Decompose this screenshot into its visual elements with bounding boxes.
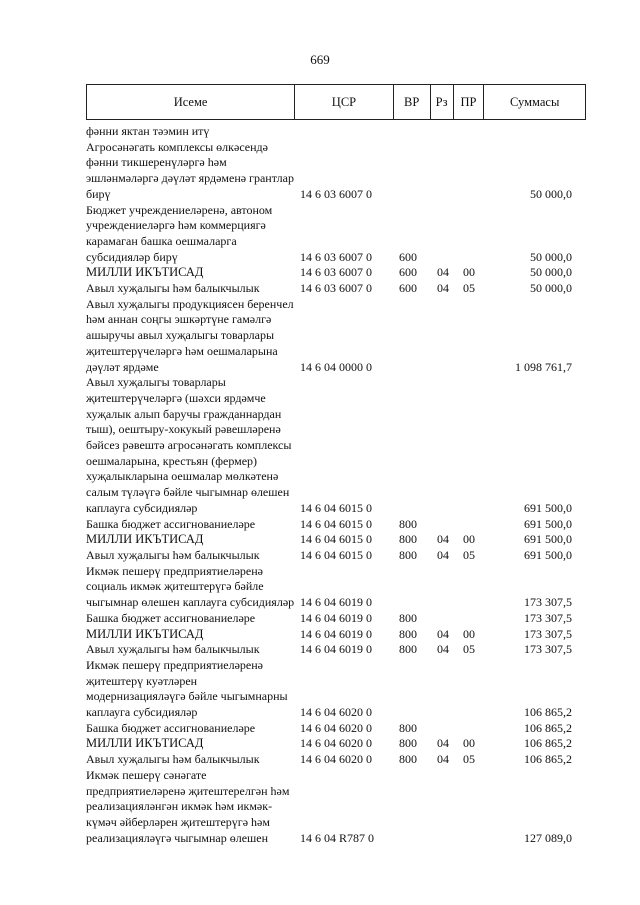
row-vr: 600 bbox=[399, 281, 417, 296]
row-rz: 04 bbox=[437, 547, 449, 562]
row-csr: 14 6 04 6019 0 bbox=[300, 595, 372, 610]
row-name: Башка бюджет ассигнованиеләре bbox=[86, 610, 256, 625]
row-sum: 106 865,2 bbox=[524, 752, 572, 767]
row-sum: 1 098 761,7 bbox=[515, 359, 572, 374]
table-row bbox=[86, 265, 586, 281]
row-name: фәнни яктан тәэмин итү bbox=[86, 124, 210, 138]
row-name: Башка бюджет ассигнованиеләре bbox=[86, 720, 256, 735]
table-row bbox=[86, 281, 586, 297]
row-pr: 00 bbox=[463, 265, 475, 280]
header-pr: ПР bbox=[454, 85, 485, 119]
row-sum: 691 500,0 bbox=[524, 532, 572, 547]
table-row bbox=[86, 736, 586, 752]
row-name: МИЛЛИ ИКЪТИСАД bbox=[86, 626, 204, 641]
row-sum: 173 307,5 bbox=[524, 626, 572, 641]
row-sum: 127 089,0 bbox=[524, 830, 572, 845]
table-row bbox=[86, 658, 586, 721]
row-rz: 04 bbox=[437, 532, 449, 547]
row-csr: 14 6 04 6015 0 bbox=[300, 532, 372, 547]
row-pr: 00 bbox=[463, 736, 475, 751]
row-csr: 14 6 04 6020 0 bbox=[300, 705, 372, 720]
table-row bbox=[86, 548, 586, 564]
row-name: Авыл хуҗалыгы һәм балыкчылык bbox=[86, 547, 260, 562]
row-sum: 50 000,0 bbox=[530, 249, 572, 264]
row-csr: 14 6 04 6015 0 bbox=[300, 547, 372, 562]
row-csr: 14 6 04 6015 0 bbox=[300, 500, 372, 515]
row-vr: 800 bbox=[399, 547, 417, 562]
row-name: МИЛЛИ ИКЪТИСАД bbox=[86, 532, 204, 547]
table-row bbox=[86, 627, 586, 643]
table-header bbox=[86, 84, 586, 120]
row-rz: 04 bbox=[437, 265, 449, 280]
row-name: Авыл хуҗалыгы һәм балыкчылык bbox=[86, 281, 260, 296]
row-pr: 05 bbox=[463, 547, 475, 562]
row-csr: 14 6 04 6019 0 bbox=[300, 626, 372, 641]
row-name: Бюджет учреждениеләренә, автоном учреждениеләргә һәм коммерциягә карамаган башка оешмаларга субсидияләр бирү bbox=[86, 202, 273, 264]
table-body bbox=[86, 124, 586, 846]
row-name: Башка бюджет ассигнованиеләре bbox=[86, 516, 256, 531]
table-row bbox=[86, 203, 586, 266]
row-sum: 106 865,2 bbox=[524, 736, 572, 751]
row-csr: 14 6 03 6007 0 bbox=[300, 249, 372, 264]
row-sum: 691 500,0 bbox=[524, 547, 572, 562]
header-vr: ВР bbox=[394, 85, 431, 119]
row-vr: 800 bbox=[399, 720, 417, 735]
row-csr: 14 6 04 6019 0 bbox=[300, 610, 372, 625]
row-csr: 14 6 04 6020 0 bbox=[300, 720, 372, 735]
table-row bbox=[86, 752, 586, 768]
row-name: Авыл хуҗалыгы продукциясен беренчел һәм аннан соңгы эшкәртүне гамәлгә ашыручы авыл хуҗалыгы товарлары җитештерүчеләргә һәм оешмаларына дәүләт ярдәме bbox=[86, 296, 294, 374]
row-vr: 800 bbox=[399, 610, 417, 625]
row-pr: 00 bbox=[463, 626, 475, 641]
row-pr: 05 bbox=[463, 752, 475, 767]
row-csr: 14 6 04 6019 0 bbox=[300, 642, 372, 657]
row-csr: 14 6 04 R787 0 bbox=[300, 830, 375, 845]
row-sum: 50 000,0 bbox=[530, 186, 572, 201]
row-name: Авыл хуҗалыгы товарлары җитештерүчеләргә (шәхси ярдәмче хуҗалык алып баручы гражданнардан тыш), оештыру-хокукый рәвешләренә бәйсез рәвештә агросәнәгать комплексы оешмаларына, крестьян (фермер) хуҗалыкларына оешмалар мөлкәтенә салым түләүгә бәйле чыгымнар өлешен каплауга субсидияләр bbox=[86, 375, 292, 515]
row-sum: 50 000,0 bbox=[530, 281, 572, 296]
header-rz: Рз bbox=[431, 85, 454, 119]
table-row bbox=[86, 297, 586, 376]
row-pr: 00 bbox=[463, 532, 475, 547]
row-csr: 14 6 04 0000 0 bbox=[300, 359, 372, 374]
row-pr: 05 bbox=[463, 281, 475, 296]
row-sum: 106 865,2 bbox=[524, 720, 572, 735]
row-rz: 04 bbox=[437, 752, 449, 767]
row-name: Авыл хуҗалыгы һәм балыкчылык bbox=[86, 752, 260, 767]
row-csr: 14 6 03 6007 0 bbox=[300, 281, 372, 296]
row-name: Икмәк пешерү предприятиеләренә социаль икмәк җитештерүгә бәйле чыгымнар өлешен каплауга субсидияләр bbox=[86, 563, 295, 610]
row-name: МИЛЛИ ИКЪТИСАД bbox=[86, 736, 204, 751]
row-name: МИЛЛИ ИКЪТИСАД bbox=[86, 265, 204, 280]
row-sum: 173 307,5 bbox=[524, 610, 572, 625]
row-csr: 14 6 03 6007 0 bbox=[300, 265, 372, 280]
header-sum: Суммасы bbox=[510, 94, 560, 109]
row-name: Икмәк пешерү предприятиеләренә җитештерү куәтләрен модернизацияләүгә бәйле чыгымнарны каплауга субсидияләр bbox=[86, 657, 288, 720]
table-row bbox=[86, 140, 586, 203]
row-name: Авыл хуҗалыгы һәм балыкчылык bbox=[86, 642, 260, 657]
row-rz: 04 bbox=[437, 642, 449, 657]
row-sum: 173 307,5 bbox=[524, 595, 572, 610]
row-pr: 05 bbox=[463, 642, 475, 657]
row-sum: 106 865,2 bbox=[524, 705, 572, 720]
table-row bbox=[86, 768, 586, 847]
row-csr: 14 6 03 6007 0 bbox=[300, 186, 372, 201]
row-csr: 14 6 04 6020 0 bbox=[300, 736, 372, 751]
table-row bbox=[86, 124, 586, 140]
row-sum: 173 307,5 bbox=[524, 642, 572, 657]
row-vr: 800 bbox=[399, 516, 417, 531]
table-row bbox=[86, 517, 586, 533]
table-row bbox=[86, 532, 586, 548]
table-row bbox=[86, 642, 586, 658]
header-csr: ЦСР bbox=[295, 85, 394, 119]
row-name: Икмәк пешерү сәнәгате предприятиеләренә җитештерелгән һәм реализацияләнгән икмәк һәм икмәк- күмәч әйберләрен җитештерүгә һәм реализацияләүгә чыгымнар өлешен bbox=[86, 767, 290, 845]
page-number: 669 bbox=[310, 52, 330, 67]
row-rz: 04 bbox=[437, 281, 449, 296]
row-vr: 600 bbox=[399, 265, 417, 280]
table-row bbox=[86, 375, 586, 516]
row-csr: 14 6 04 6020 0 bbox=[300, 752, 372, 767]
table-row bbox=[86, 564, 586, 611]
row-rz: 04 bbox=[437, 736, 449, 751]
row-csr: 14 6 04 6015 0 bbox=[300, 516, 372, 531]
row-vr: 800 bbox=[399, 532, 417, 547]
table-row bbox=[86, 611, 586, 627]
row-sum: 691 500,0 bbox=[524, 500, 572, 515]
header-name: Исеме bbox=[87, 85, 295, 119]
row-sum: 50 000,0 bbox=[530, 265, 572, 280]
row-vr: 800 bbox=[399, 736, 417, 751]
row-rz: 04 bbox=[437, 626, 449, 641]
row-sum: 691 500,0 bbox=[524, 516, 572, 531]
row-name: Агросәнәгать комплексы өлкәсендә фәнни тикшеренүләргә һәм эшләнмәләргә дәүләт ярдәменә грантлар бирү bbox=[86, 139, 294, 201]
row-vr: 600 bbox=[399, 249, 417, 264]
row-vr: 800 bbox=[399, 642, 417, 657]
row-vr: 800 bbox=[399, 752, 417, 767]
row-vr: 800 bbox=[399, 626, 417, 641]
table-row bbox=[86, 721, 586, 737]
